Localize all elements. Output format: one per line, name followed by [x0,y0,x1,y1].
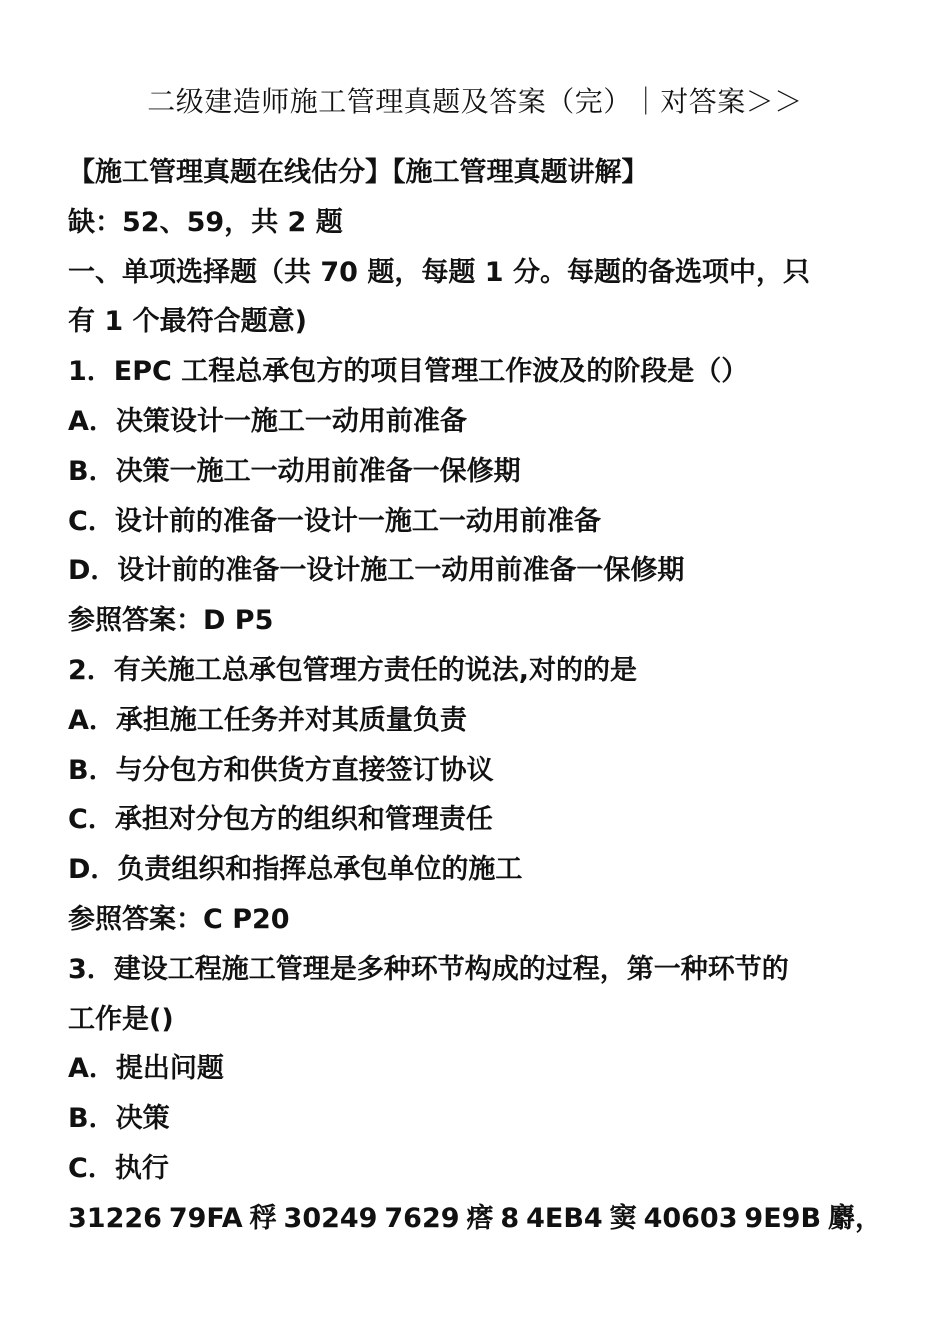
garbled-token: 40603 [643,1202,738,1234]
garbled-token: 7629 [384,1202,460,1234]
question-3-option-b: B．决策 [68,1103,170,1135]
garbled-token: 稃 [249,1202,277,1234]
document-body [68,148,888,1244]
garbled-token: 8 [500,1202,520,1234]
question-1-option-d: D．设计前的准备一设计施工一动用前准备一保修期 [68,555,685,587]
question-1-answer: 参照答案：D P5 [68,605,274,637]
garbled-token: 79FA [168,1202,243,1234]
missing-note: 缺：52、59，共 2 题 [68,206,343,238]
question-3-stem-line-1: 3．建设工程施工管理是多种环节构成的过程，第一种环节的 [68,953,789,985]
garbled-text-line [68,1194,882,1244]
section-heading-line-1: 一、单项选择题（共 70 题，每题 1 分。每题的备选项中，只 [68,256,810,288]
garbled-token: 瘩 [466,1202,494,1234]
question-2-option-b: B．与分包方和供货方直接签订协议 [68,754,494,786]
garbled-token: 30249 [283,1202,378,1234]
question-3-option-a: A．提出问题 [68,1053,224,1085]
question-3-option-c: C．执行 [68,1152,169,1184]
garbled-token: 9E9B [744,1202,822,1234]
garbled-token: 麝， [827,1202,882,1234]
garbled-token: 31226 [68,1202,162,1234]
question-2-option-c: C．承担对分包方的组织和管理责任 [68,804,493,836]
question-2-stem: 2．有关施工总承包管理方责任的说法,对的的是 [68,654,638,686]
document-title: 二级建造师施工管理真题及答案（完）｜对答案＞＞ [147,85,803,118]
question-1-option-b: B．决策一施工一动用前准备一保修期 [68,455,521,487]
links-line: 【施工管理真题在线估分】【施工管理真题讲解】 [68,157,649,188]
question-1-option-c: C．设计前的准备一设计一施工一动用前准备 [68,505,601,537]
question-2-option-a: A．承担施工任务并对其质量负责 [68,704,467,736]
question-1-stem: 1．EPC 工程总承包方的项目管理工作波及的阶段是（） [68,356,749,388]
question-2-option-d: D．负责组织和指挥总承包单位的施工 [68,854,523,886]
question-3-stem-line-2: 工作是() [68,1003,174,1035]
garbled-token: 4EB4 [526,1202,603,1234]
garbled-token: 窦 [609,1202,637,1234]
question-2-answer: 参照答案：C P20 [68,903,290,935]
section-heading-line-2: 有 1 个最符合题意) [68,306,307,338]
question-1-option-a: A．决策设计一施工一动用前准备 [68,405,467,437]
